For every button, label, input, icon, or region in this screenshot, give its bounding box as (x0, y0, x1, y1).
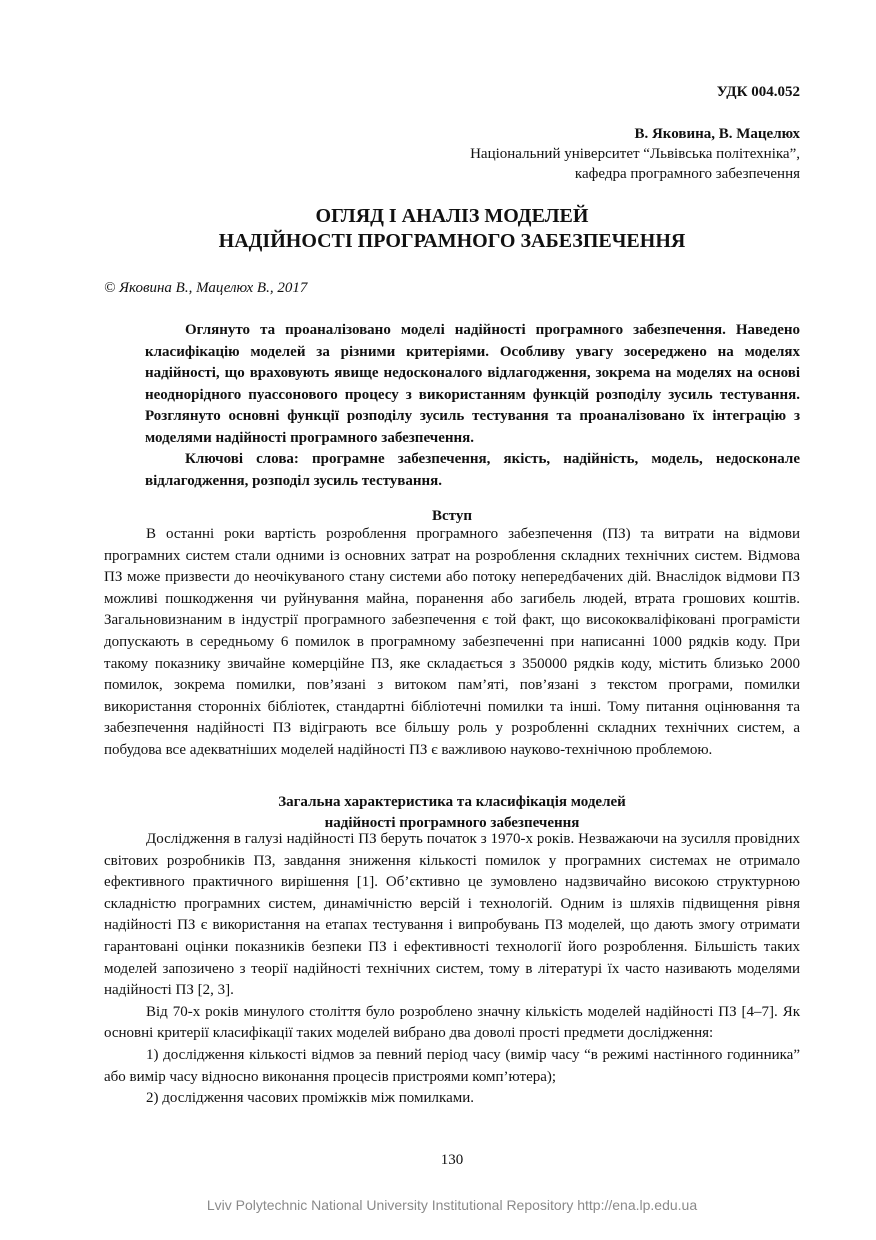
general-heading-line-2: надійності програмного забезпечення (324, 815, 580, 831)
author-names: В. Яковина, В. Мацелюх (634, 126, 800, 142)
affiliation-line-1: Національний університет “Львівська політехніка”, (470, 146, 800, 162)
abstract (145, 320, 800, 492)
general-heading-line-1: Загальна характеристика та класифікація моделей (278, 794, 626, 810)
udk-code: УДК 004.052 (716, 84, 800, 100)
general-heading (104, 792, 800, 834)
intro-heading: Вступ (432, 508, 472, 524)
general-paragraph-1: Дослідження в галузі надійності ПЗ беруть початок з 1970-х років. Незважаючи на зусилля провідних світових розробників ПЗ, завдання зниження кількості помилок у програмних системах не отримало ефективного практичного вирішення [1]. Об’єктивно це зумовлено надзвичайно високою структурною складністю програмних систем, динамічністю версій і технологій. Одним із шляхів підвищення рівня надійності ПЗ є використання на етапах тестування і випробувань ПЗ моделей, що дають змогу отримати гарантовані оцінки показників безпеки ПЗ і ефективності технології його розроблення. Більшість таких моделей запозичено з теорії надійності технічних систем, тому в літературі їх часто називають моделями надійності ПЗ [2, 3]. (104, 831, 800, 999)
list-item-1: 1) дослідження кількості відмов за певний період часу (вимір часу “в режимі настінного годинника” або вимір часу відносно виконання процесів пристроями комп’ютера); (104, 1046, 800, 1085)
intro-paragraph: В останні роки вартість розроблення програмного забезпечення (ПЗ) та витрати на відмови програмних систем стали одними із основних затрат на розроблення складних технічних систем. Відмова ПЗ може призвести до неочікуваного стану системи або потоку непередбачених дій. Внаслідок відмови ПЗ можливі пошкодження чи руйнування майна, поранення або загибель людей, втрата грошових коштів. Загальновизнаним в індустрії програмного забезпечення є той факт, що висококваліфіковані програмісти допускають в середньому 6 помилок в програмному забезпеченні при написанні 1000 рядків коду. При такому показнику звичайне комерційне ПЗ, яке складається з 350000 рядків коду, містить близько 2000 помилок, зокрема помилки, пов’язані з витоком пам’яті, пов’язані з текстом програми, помилки використання сторонніх бібліотек, стандартні бібліотечні помилки та інші. Тому питання оцінювання та забезпечення надійності ПЗ відіграють все більшу роль у розробленні складних технічних систем, а побудова все адекватніших моделей надійності ПЗ є важливою науково-технічною проблемою. (104, 526, 800, 758)
general-section (104, 829, 800, 1110)
list-item-2: 2) дослідження часових проміжків між помилками. (146, 1090, 475, 1107)
general-paragraph-2: Від 70-х років минулого століття було розроблено значну кількість моделей надійності ПЗ [4–7]. Як основні критерії класифікації таких моделей вибрано два доволі прості предмети дослідження: (104, 1003, 800, 1042)
intro-section (104, 524, 800, 762)
title-line-1: ОГЛЯД І АНАЛІЗ МОДЕЛЕЙ (315, 205, 589, 227)
keywords: Ключові слова: програмне забезпечення, якість, надійність, модель, недосконале відлагодження, розподіл зусиль тестування. (145, 451, 800, 489)
copyright: © Яковина В., Мацелюх В., 2017 (104, 280, 308, 296)
affiliation-line-2: кафедра програмного забезпечення (574, 166, 800, 182)
paper-title (104, 204, 800, 254)
title-line-2: НАДІЙНОСТІ ПРОГРАМНОГО ЗАБЕЗПЕЧЕННЯ (218, 230, 686, 252)
page-number: 130 (440, 1152, 464, 1168)
author-block (104, 124, 800, 184)
repository-footer: Lviv Polytechnic National University Institutional Repository http://ena.lp.edu.ua (206, 1197, 698, 1213)
abstract-text: Оглянуто та проаналізовано моделі надійності програмного забезпечення. Наведено класифікацію моделей за різними критеріями. Особливу увагу зосереджено на моделях надійності, що враховують явище недосконалого відлагодження, зокрема на моделях на основі неоднорідного пуассонового процесу з використанням функцій розподілу зусиль тестування. Розглянуто основні функції розподілу зусиль тестування та проаналізовано їх інтеграцію з моделями надійності програмного забезпечення. (145, 322, 800, 446)
